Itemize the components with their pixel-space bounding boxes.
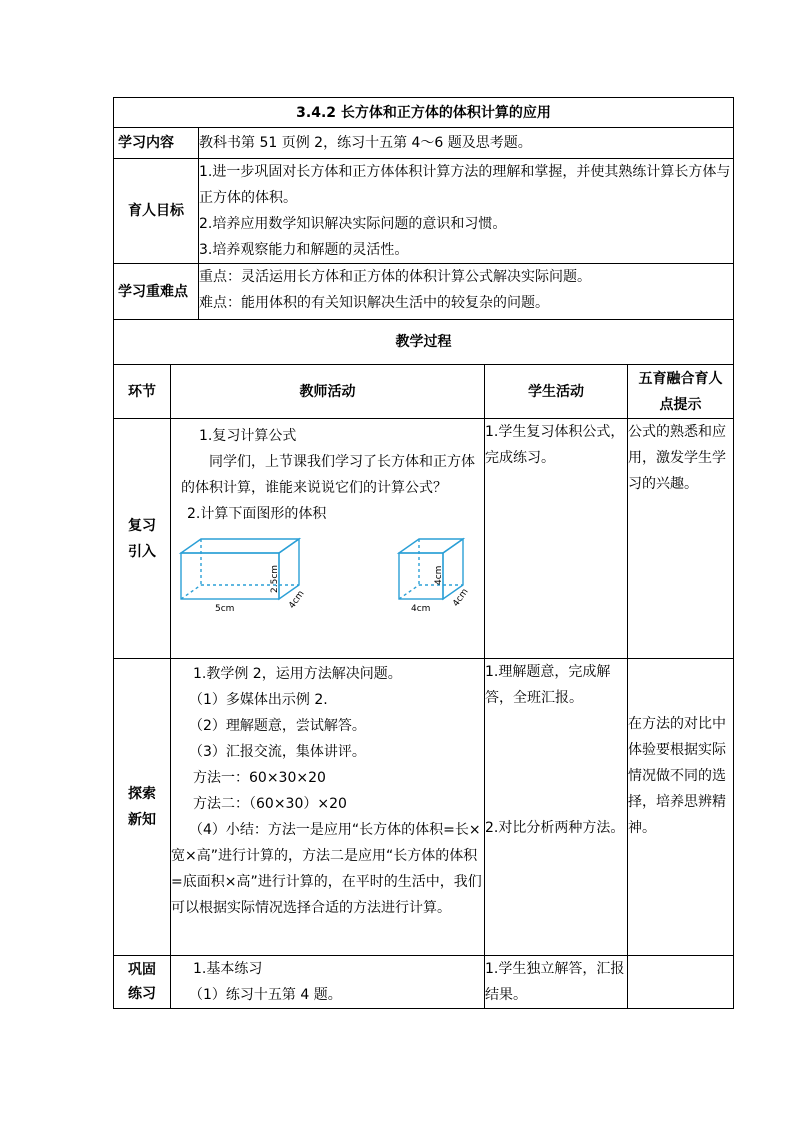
lesson-plan-table [113,97,734,1009]
review-paragraph: 同学们，上节课我们学习了长方体和正方体的体积计算，谁能来说说它们的计算公式？ [181,454,475,496]
goal-item: 3.培养观察能力和解题的灵活性。 [199,242,409,258]
explore-line: 1.教学例 2，运用方法解决问题。 [193,666,402,682]
review-student: 1.学生复习体积公式，完成练习。 [485,419,628,659]
explore-line: （1）多媒体出示例 2. [189,692,328,708]
goal-item: 2.培养应用数学知识解决实际问题的意识和习惯。 [199,216,507,232]
title-text: 3.4.2 长方体和正方体的体积计算的应用 [296,104,551,121]
review-teacher-cell [171,419,485,659]
header-student: 学生活动 [485,365,628,419]
cuboid-figure [181,539,299,599]
explore-teacher-cell [171,659,485,956]
explore-line: （3）汇报交流，集体讲评。 [189,744,366,760]
goals-cell [199,159,734,264]
cube-height-label: 4cm [434,565,444,585]
goal-item: 1.进一步巩固对长方体和正方体体积计算方法的理解和掌握，并使其熟练计算长方体与正方体的体积。 [199,164,731,206]
content-text: 教科书第 51 页例 2，练习十五第 4～6 题及思考题。 [199,128,734,159]
header-tips: 五育融合育人点提示 [628,365,734,419]
header-teacher: 教师活动 [171,365,485,419]
process-title: 教学过程 [114,320,734,365]
cuboid-length-label: 5cm [215,604,235,613]
keypoint-item: 难点：能用体积的有关知识解决生活中的较复杂的问题。 [199,295,549,311]
cube-length-label: 4cm [411,604,431,613]
explore-line: （2）理解题意，尝试解答。 [189,718,366,734]
explore-tips: 在方法的对比中体验要根据实际情况做不同的选择，培养思辨精神。 [628,659,734,956]
cube-width-label: 4cm [451,587,471,609]
keypoints-label: 学习重难点 [114,264,199,320]
review-step-2: 2.计算下面图形的体积 [187,506,327,522]
cuboid-height-label: 2.5cm [270,564,280,593]
explore-student-2: 2.对比分析两种方法。 [485,820,625,836]
goals-label: 育人目标 [114,159,199,264]
review-tips: 公式的熟悉和应用，激发学生学习的兴趣。 [628,419,734,659]
page-title [114,98,734,128]
stage-consolidate: 巩固练习 [114,956,171,1009]
explore-student-1: 1.理解题意，完成解答，全班汇报。 [485,664,611,706]
consolidate-student: 1.学生独立解答，汇报结果。 [485,956,628,1009]
consolidate-line: 1.基本练习 [193,961,263,977]
explore-student-cell [485,659,628,956]
keypoint-item: 重点：灵活运用长方体和正方体的体积计算公式解决实际问题。 [199,269,591,285]
volume-figures [167,533,497,613]
stage-explore: 探索新知 [114,659,171,956]
consolidate-teacher-cell [171,956,485,1009]
cube-figure [399,539,463,599]
method-two: 方法二：（60×30）×20 [193,796,347,812]
content-label: 学习内容 [114,128,199,159]
review-step-1: 1.复习计算公式 [199,428,297,444]
header-stage: 环节 [114,365,171,419]
keypoints-cell [199,264,734,320]
method-one: 方法一：60×30×20 [193,770,326,786]
stage-review: 复习引入 [114,419,171,659]
cuboid-width-label: 4cm [287,589,307,611]
consolidate-line: （1）练习十五第 4 题。 [189,987,342,1003]
summary-paragraph: （4）小结：方法一是应用“长方体的体积=长×宽×高”进行计算的，方法二是应用“长方体的体积=底面积×高”进行计算的，在平时的生活中，我们可以根据实际情况选择合适的方法进行计算。 [171,822,482,916]
consolidate-tips [628,956,734,1009]
